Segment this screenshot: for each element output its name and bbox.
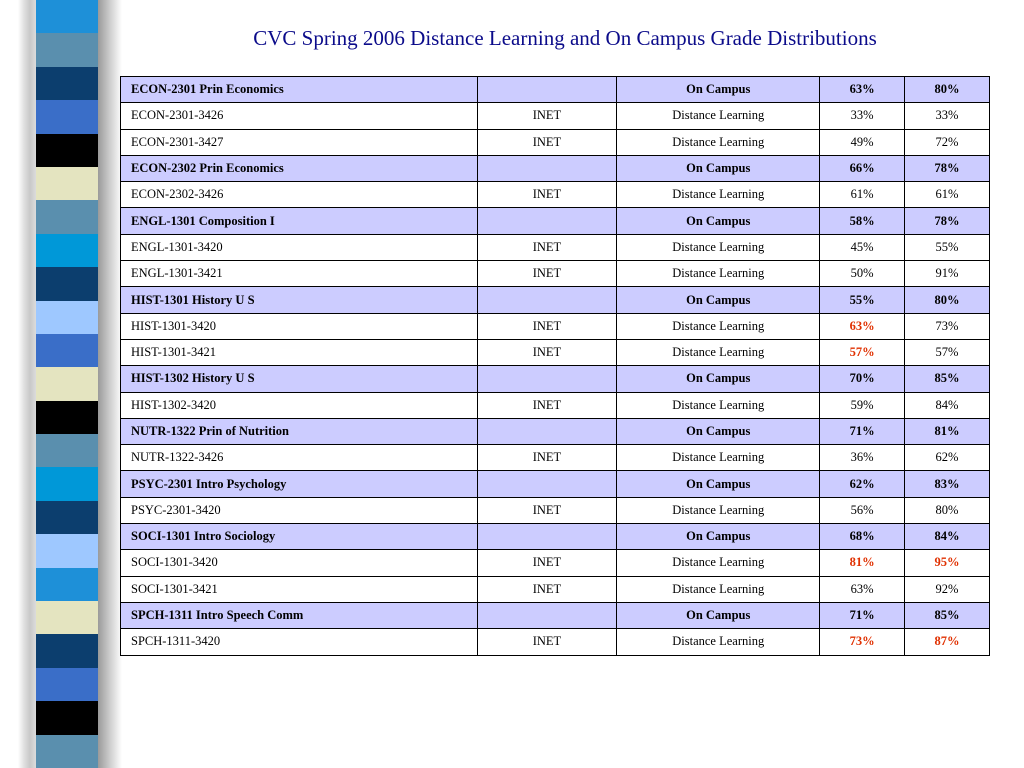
rate-a-cell xyxy=(820,77,905,103)
mode-cell xyxy=(477,261,617,287)
delivery-cell xyxy=(617,208,820,234)
course-name-cell xyxy=(121,497,478,523)
rate-a-cell-text: 81% xyxy=(849,555,875,570)
rate-a-cell-text: 49% xyxy=(850,134,874,149)
delivery-cell-text: On Campus xyxy=(686,82,751,97)
page-title: CVC Spring 2006 Distance Learning and On Campus Grade Distributions xyxy=(253,26,877,50)
rate-b-cell-text: 80% xyxy=(934,292,960,307)
course-name-cell-text: HIST-1302-3420 xyxy=(131,397,216,412)
delivery-cell-text: Distance Learning xyxy=(672,502,765,517)
delivery-cell-text: On Campus xyxy=(686,213,751,228)
mode-cell-text: INET xyxy=(532,266,562,281)
rate-a-cell xyxy=(820,208,905,234)
stripe-segment xyxy=(36,301,98,335)
stripe-segment xyxy=(36,534,98,568)
course-name-cell-text: HIST-1302 History U S xyxy=(131,371,255,386)
rate-a-cell-text: 63% xyxy=(849,82,875,97)
stripe-segment xyxy=(36,234,98,268)
rate-b-cell-text: 80% xyxy=(935,502,959,517)
course-name-cell-text: ECON-2302-3426 xyxy=(131,187,224,202)
rate-b-cell-text: 55% xyxy=(935,239,959,254)
rate-b-cell xyxy=(905,576,990,602)
delivery-cell-text: Distance Learning xyxy=(672,239,765,254)
rate-a-cell xyxy=(820,103,905,129)
rate-b-cell xyxy=(905,629,990,655)
rate-b-cell xyxy=(905,392,990,418)
delivery-cell-text: Distance Learning xyxy=(672,555,765,570)
mode-cell xyxy=(477,366,617,392)
delivery-cell-text: Distance Learning xyxy=(672,266,765,281)
course-name-cell-text: PSYC-2301-3420 xyxy=(131,502,221,517)
mode-cell xyxy=(477,287,617,313)
rate-a-cell xyxy=(820,602,905,628)
section-row xyxy=(121,234,990,260)
stripe-segment xyxy=(36,367,98,401)
rate-b-cell-text: 61% xyxy=(935,187,959,202)
rate-b-cell xyxy=(905,418,990,444)
section-row xyxy=(121,576,990,602)
mode-cell-text: INET xyxy=(532,502,562,517)
delivery-cell-text: Distance Learning xyxy=(672,450,765,465)
rate-a-cell-text: 61% xyxy=(850,187,874,202)
course-name-cell xyxy=(121,550,478,576)
mode-cell xyxy=(477,392,617,418)
rate-a-cell-text: 33% xyxy=(850,108,874,123)
course-name-cell xyxy=(121,313,478,339)
rate-a-cell-text: 62% xyxy=(849,476,875,491)
course-summary-row xyxy=(121,77,990,103)
rate-a-cell-text: 56% xyxy=(850,502,874,517)
stripe-segment xyxy=(36,134,98,168)
delivery-cell-text: On Campus xyxy=(686,292,751,307)
rate-a-cell xyxy=(820,445,905,471)
delivery-cell xyxy=(617,524,820,550)
delivery-cell-text: Distance Learning xyxy=(672,134,765,149)
course-name-cell xyxy=(121,261,478,287)
course-summary-row xyxy=(121,418,990,444)
mode-cell-text: INET xyxy=(532,397,562,412)
delivery-cell xyxy=(617,366,820,392)
section-row xyxy=(121,129,990,155)
delivery-cell-text: Distance Learning xyxy=(672,581,765,596)
rate-a-cell xyxy=(820,524,905,550)
delivery-cell xyxy=(617,103,820,129)
stripe-segment xyxy=(36,334,98,368)
course-name-cell xyxy=(121,208,478,234)
delivery-cell xyxy=(617,471,820,497)
rate-b-cell-text: 83% xyxy=(934,476,960,491)
course-name-cell-text: SPCH-1311-3420 xyxy=(131,634,221,649)
course-name-cell xyxy=(121,524,478,550)
rate-a-cell xyxy=(820,129,905,155)
mode-cell-text: INET xyxy=(532,634,562,649)
grade-distribution-table xyxy=(120,76,990,656)
rate-b-cell xyxy=(905,129,990,155)
rate-a-cell xyxy=(820,629,905,655)
delivery-cell-text: Distance Learning xyxy=(672,345,765,360)
course-name-cell xyxy=(121,576,478,602)
stripe-segment xyxy=(36,634,98,668)
rate-a-cell-text: 68% xyxy=(849,529,875,544)
rate-b-cell xyxy=(905,77,990,103)
rate-b-cell-text: 78% xyxy=(934,161,960,176)
section-row xyxy=(121,339,990,365)
mode-cell xyxy=(477,602,617,628)
delivery-cell xyxy=(617,129,820,155)
mode-cell xyxy=(477,234,617,260)
rate-a-cell-text: 63% xyxy=(850,581,874,596)
course-summary-row xyxy=(121,208,990,234)
course-name-cell xyxy=(121,392,478,418)
course-name-cell-text: ENGL-1301-3420 xyxy=(131,239,223,254)
rate-a-cell xyxy=(820,497,905,523)
course-name-cell-text: ENGL-1301 Composition I xyxy=(131,213,275,228)
course-summary-row xyxy=(121,471,990,497)
rate-a-cell-text: 57% xyxy=(849,345,875,360)
mode-cell xyxy=(477,182,617,208)
course-name-cell-text: HIST-1301 History U S xyxy=(131,292,255,307)
rate-a-cell-text: 70% xyxy=(849,371,875,386)
rate-a-cell xyxy=(820,471,905,497)
rate-b-cell xyxy=(905,155,990,181)
rate-a-cell-text: 63% xyxy=(849,318,875,333)
rate-a-cell xyxy=(820,418,905,444)
rate-b-cell-text: 33% xyxy=(935,108,959,123)
delivery-cell xyxy=(617,77,820,103)
rate-b-cell xyxy=(905,339,990,365)
course-name-cell-text: PSYC-2301 Intro Psychology xyxy=(131,476,287,491)
rate-b-cell-text: 85% xyxy=(934,608,960,623)
stripe-segment xyxy=(36,401,98,435)
delivery-cell-text: Distance Learning xyxy=(672,634,765,649)
stripe-segment xyxy=(36,267,98,301)
course-name-cell xyxy=(121,287,478,313)
mode-cell-text: INET xyxy=(532,345,562,360)
stripe-segment xyxy=(36,467,98,501)
delivery-cell xyxy=(617,261,820,287)
mode-cell-text: INET xyxy=(532,187,562,202)
stripe-segment xyxy=(36,67,98,101)
mode-cell xyxy=(477,497,617,523)
course-name-cell-text: SOCI-1301 Intro Sociology xyxy=(131,529,276,544)
course-name-cell-text: NUTR-1322-3426 xyxy=(131,450,224,465)
delivery-cell-text: Distance Learning xyxy=(672,187,765,202)
section-row xyxy=(121,392,990,418)
delivery-cell xyxy=(617,629,820,655)
course-name-cell-text: ECON-2301 Prin Economics xyxy=(131,82,284,97)
course-name-cell xyxy=(121,155,478,181)
course-name-cell-text: ECON-2301-3427 xyxy=(131,134,224,149)
mode-cell xyxy=(477,77,617,103)
rate-a-cell xyxy=(820,339,905,365)
section-row xyxy=(121,182,990,208)
stripe-segment xyxy=(36,701,98,735)
rate-b-cell xyxy=(905,208,990,234)
mode-cell xyxy=(477,129,617,155)
rate-a-cell xyxy=(820,155,905,181)
rate-b-cell xyxy=(905,103,990,129)
course-name-cell-text: HIST-1301-3421 xyxy=(131,345,216,360)
stripe-segment xyxy=(36,0,98,34)
section-row xyxy=(121,445,990,471)
rate-b-cell-text: 95% xyxy=(934,555,960,570)
rate-a-cell-text: 59% xyxy=(850,397,874,412)
rate-b-cell-text: 81% xyxy=(934,424,960,438)
delivery-cell xyxy=(617,392,820,418)
delivery-cell xyxy=(617,287,820,313)
rate-b-cell xyxy=(905,313,990,339)
rate-b-cell-text: 87% xyxy=(934,634,960,649)
course-name-cell xyxy=(121,445,478,471)
stripe-segment xyxy=(36,434,98,468)
delivery-cell xyxy=(617,182,820,208)
course-name-cell xyxy=(121,339,478,365)
mode-cell xyxy=(477,313,617,339)
course-name-cell-text: ENGL-1301-3421 xyxy=(131,266,223,281)
rate-b-cell xyxy=(905,366,990,392)
delivery-cell-text: Distance Learning xyxy=(672,397,765,412)
rate-a-cell-text: 73% xyxy=(849,634,875,649)
course-name-cell xyxy=(121,471,478,497)
delivery-cell xyxy=(617,576,820,602)
course-name-cell xyxy=(121,629,478,655)
delivery-cell-text: On Campus xyxy=(686,529,751,544)
delivery-cell xyxy=(617,339,820,365)
rate-a-cell xyxy=(820,234,905,260)
mode-cell-text: INET xyxy=(532,318,562,333)
rate-b-cell xyxy=(905,524,990,550)
course-name-cell-text: SOCI-1301-3420 xyxy=(131,555,218,570)
delivery-cell xyxy=(617,602,820,628)
course-name-cell-text: NUTR-1322 Prin of Nutrition xyxy=(131,424,289,438)
rate-b-cell xyxy=(905,550,990,576)
course-summary-row xyxy=(121,155,990,181)
delivery-cell-text: On Campus xyxy=(686,424,751,438)
mode-cell xyxy=(477,576,617,602)
mode-cell-text: INET xyxy=(532,239,562,254)
mode-cell xyxy=(477,155,617,181)
mode-cell-text: INET xyxy=(532,134,562,149)
section-row xyxy=(121,550,990,576)
rate-b-cell xyxy=(905,261,990,287)
mode-cell-text: INET xyxy=(532,555,562,570)
course-name-cell xyxy=(121,418,478,444)
mode-cell xyxy=(477,629,617,655)
stripe-segment xyxy=(36,200,98,234)
rate-b-cell-text: 91% xyxy=(935,266,959,281)
stripe-bar-shadow xyxy=(98,0,122,768)
section-row xyxy=(121,313,990,339)
rate-b-cell-text: 85% xyxy=(934,371,960,386)
delivery-cell-text: Distance Learning xyxy=(672,318,765,333)
decorative-stripe-bar xyxy=(0,0,122,768)
rate-a-cell xyxy=(820,392,905,418)
rate-a-cell-text: 66% xyxy=(849,161,875,176)
rate-a-cell-text: 71% xyxy=(849,608,875,623)
rate-a-cell xyxy=(820,576,905,602)
rate-b-cell-text: 84% xyxy=(934,529,960,544)
delivery-cell xyxy=(617,550,820,576)
mode-cell-text: INET xyxy=(532,581,562,596)
course-name-cell xyxy=(121,77,478,103)
mode-cell xyxy=(477,550,617,576)
course-summary-row xyxy=(121,366,990,392)
table-body xyxy=(121,77,990,656)
delivery-cell xyxy=(617,155,820,181)
rate-b-cell xyxy=(905,602,990,628)
rate-b-cell-text: 72% xyxy=(935,134,959,149)
rate-b-cell-text: 57% xyxy=(935,345,959,360)
course-name-cell-text: SPCH-1311 Intro Speech Comm xyxy=(131,608,304,623)
stripe-segment xyxy=(36,601,98,635)
course-name-cell-text: ECON-2301-3426 xyxy=(131,108,224,123)
course-name-cell-text: ECON-2302 Prin Economics xyxy=(131,161,284,176)
mode-cell-text: INET xyxy=(532,450,562,465)
delivery-cell-text: On Campus xyxy=(686,608,751,623)
rate-b-cell-text: 73% xyxy=(935,318,959,333)
mode-cell xyxy=(477,418,617,444)
mode-cell xyxy=(477,524,617,550)
course-summary-row xyxy=(121,602,990,628)
rate-b-cell xyxy=(905,497,990,523)
mode-cell xyxy=(477,339,617,365)
mode-cell xyxy=(477,445,617,471)
stripe-segment xyxy=(36,167,98,201)
course-summary-row xyxy=(121,287,990,313)
rate-b-cell-text: 92% xyxy=(935,581,959,596)
rate-a-cell-text: 50% xyxy=(850,266,874,281)
course-name-cell xyxy=(121,234,478,260)
mode-cell xyxy=(477,208,617,234)
rate-b-cell xyxy=(905,234,990,260)
rate-a-cell-text: 36% xyxy=(850,450,874,465)
rate-b-cell-text: 78% xyxy=(934,213,960,228)
rate-b-cell xyxy=(905,182,990,208)
mode-cell-text: INET xyxy=(532,108,562,123)
course-name-cell-text: SOCI-1301-3421 xyxy=(131,581,218,596)
delivery-cell xyxy=(617,313,820,339)
delivery-cell-text: Distance Learning xyxy=(672,108,765,123)
course-name-cell xyxy=(121,182,478,208)
stripe-segment xyxy=(36,501,98,535)
rate-a-cell-text: 58% xyxy=(849,213,875,228)
stripe-segment xyxy=(36,568,98,602)
course-name-cell-text: HIST-1301-3420 xyxy=(131,318,216,333)
rate-a-cell xyxy=(820,313,905,339)
rate-b-cell-text: 62% xyxy=(935,450,959,465)
delivery-cell-text: On Campus xyxy=(686,371,751,386)
course-name-cell xyxy=(121,103,478,129)
section-row xyxy=(121,497,990,523)
rate-a-cell xyxy=(820,287,905,313)
rate-a-cell xyxy=(820,366,905,392)
rate-a-cell xyxy=(820,261,905,287)
rate-b-cell xyxy=(905,445,990,471)
delivery-cell xyxy=(617,497,820,523)
stripe-segment xyxy=(36,668,98,702)
course-name-cell xyxy=(121,129,478,155)
section-row xyxy=(121,629,990,655)
stripe-segment xyxy=(36,735,98,768)
section-row xyxy=(121,261,990,287)
rate-a-cell xyxy=(820,182,905,208)
rate-b-cell-text: 84% xyxy=(935,397,959,412)
rate-a-cell xyxy=(820,550,905,576)
section-row xyxy=(121,103,990,129)
delivery-cell xyxy=(617,234,820,260)
delivery-cell-text: On Campus xyxy=(686,476,751,491)
delivery-cell-text: On Campus xyxy=(686,161,751,176)
delivery-cell xyxy=(617,418,820,444)
delivery-cell xyxy=(617,445,820,471)
rate-b-cell xyxy=(905,287,990,313)
mode-cell xyxy=(477,471,617,497)
rate-a-cell-text: 71% xyxy=(849,424,875,438)
course-summary-row xyxy=(121,524,990,550)
rate-b-cell-text: 80% xyxy=(934,82,960,97)
rate-a-cell-text: 55% xyxy=(849,292,875,307)
stripe-segment xyxy=(36,33,98,67)
mode-cell xyxy=(477,103,617,129)
rate-b-cell xyxy=(905,471,990,497)
stripe-segment xyxy=(36,100,98,134)
course-name-cell xyxy=(121,366,478,392)
rate-a-cell-text: 45% xyxy=(850,239,874,254)
course-name-cell xyxy=(121,602,478,628)
